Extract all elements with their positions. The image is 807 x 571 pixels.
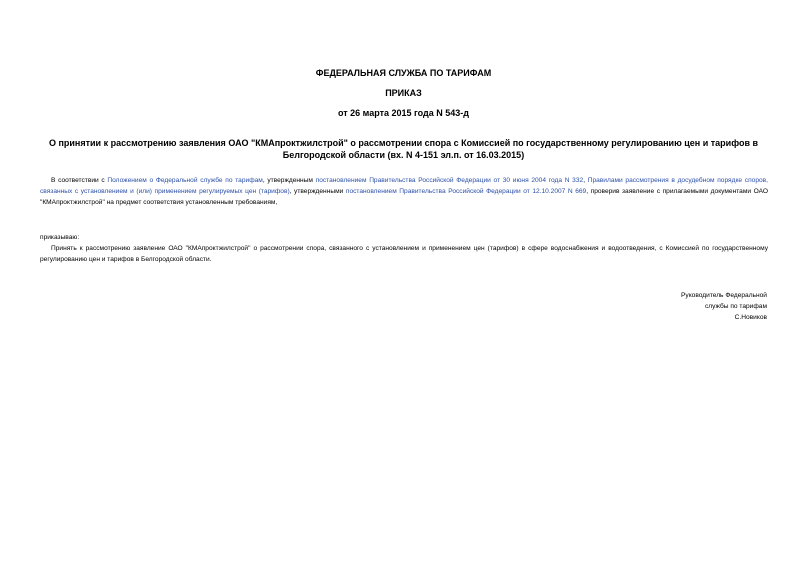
- preamble-text-2: , утвержденным: [262, 177, 316, 184]
- order-text: Принять к рассмотрению заявление ОАО "КМАпроктжилстрой" о рассмотрении спора, связанного с установлением и применением цен (тарифов) в сфере водоснабжения и водоотведения, с Комиссией по государственному регулированию цен и тарифов в Белгородской области.: [40, 245, 768, 263]
- signature-name: С.Новиков: [734, 314, 767, 321]
- order-paragraph: [40, 243, 768, 265]
- preamble-paragraph: [40, 175, 768, 208]
- preamble-text-5: , проверив заявление с прилагаемыми документами ОАО "КМАпроктжилстрой" на предмет соответствия установленным требованиям,: [40, 188, 768, 206]
- document-type: ПРИКАЗ: [385, 88, 422, 98]
- document-date-number: от 26 марта 2015 года N 543-д: [337, 108, 469, 118]
- signature-position-line-1: Руководитель Федеральной: [681, 292, 767, 299]
- link-government-decree-669[interactable]: постановлением Правительства Российской Федерации от 12.10.2007 N 669: [345, 188, 587, 195]
- preamble-text-4: , утвержденными: [289, 188, 346, 195]
- preamble-text-1: В соответствии с: [51, 177, 108, 184]
- link-dispute-rules[interactable]: Правилами рассмотрения в досудебном порядке споров, связанных с установлением и (или) применением регулируемых цен (тарифов): [40, 177, 769, 195]
- preamble-text-3: ,: [583, 177, 588, 184]
- document-subject: О принятии к рассмотрению заявления ОАО "КМАпроктжилстрой" о рассмотрении спора с Комиссией по государственному регулированию цен и тарифов в Белгородской области (вх. N 4-151 эл.п. от 16.03.2015): [48, 138, 759, 160]
- link-regulation-fst[interactable]: Положением о Федеральной службе по тарифам: [107, 177, 263, 184]
- signature-block: [681, 290, 767, 323]
- signature-position-line-2: службы по тарифам: [704, 303, 767, 310]
- agency-title: ФЕДЕРАЛЬНАЯ СЛУЖБА ПО ТАРИФАМ: [315, 68, 492, 78]
- order-word: приказываю:: [40, 234, 80, 241]
- link-government-decree-332[interactable]: постановлением Правительства Российской Федерации от 30 июня 2004 года N 332: [315, 177, 584, 184]
